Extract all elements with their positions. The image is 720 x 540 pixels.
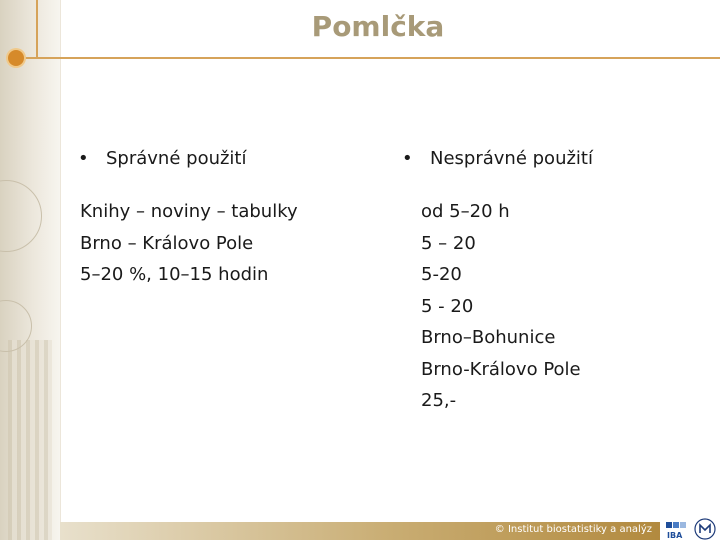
- list-item: 5–20 %, 10–15 hodin: [80, 264, 269, 285]
- incorrect-usage-label: Nesprávné použití: [430, 148, 593, 169]
- bullet-icon: •: [402, 148, 413, 169]
- list-item: od 5–20 h: [421, 201, 510, 222]
- footer-copyright: © Institut biostatistiky a analýz: [494, 524, 652, 535]
- left-decoration-panel: [0, 0, 60, 540]
- list-item: 25,-: [421, 390, 457, 411]
- bullet-icon: •: [78, 148, 89, 169]
- correct-usage-label: Správné použití: [106, 148, 247, 169]
- correct-examples-list: [80, 196, 298, 291]
- accent-dot: [8, 50, 24, 66]
- list-item: 5 – 20: [421, 232, 476, 254]
- list-item: 5-20: [421, 264, 462, 285]
- iba-logo-text: IBA: [667, 531, 683, 540]
- incorrect-usage-heading: [402, 148, 593, 169]
- list-item: Brno – Královo Pole: [80, 232, 254, 254]
- accent-horizontal-line: [18, 57, 720, 59]
- slide-title: Pomlčka: [311, 10, 445, 43]
- correct-usage-heading: [78, 148, 247, 169]
- list-item: Brno-Královo Pole: [421, 358, 581, 380]
- background-divider: [60, 0, 61, 540]
- incorrect-examples-list: [421, 196, 581, 417]
- list-item: Brno–Bohunice: [421, 327, 556, 348]
- list-item: 5 - 20: [421, 295, 474, 317]
- university-seal-icon: [694, 518, 716, 540]
- iba-logo-icon: [664, 520, 690, 540]
- list-item: Knihy – noviny – tabulky: [80, 201, 298, 222]
